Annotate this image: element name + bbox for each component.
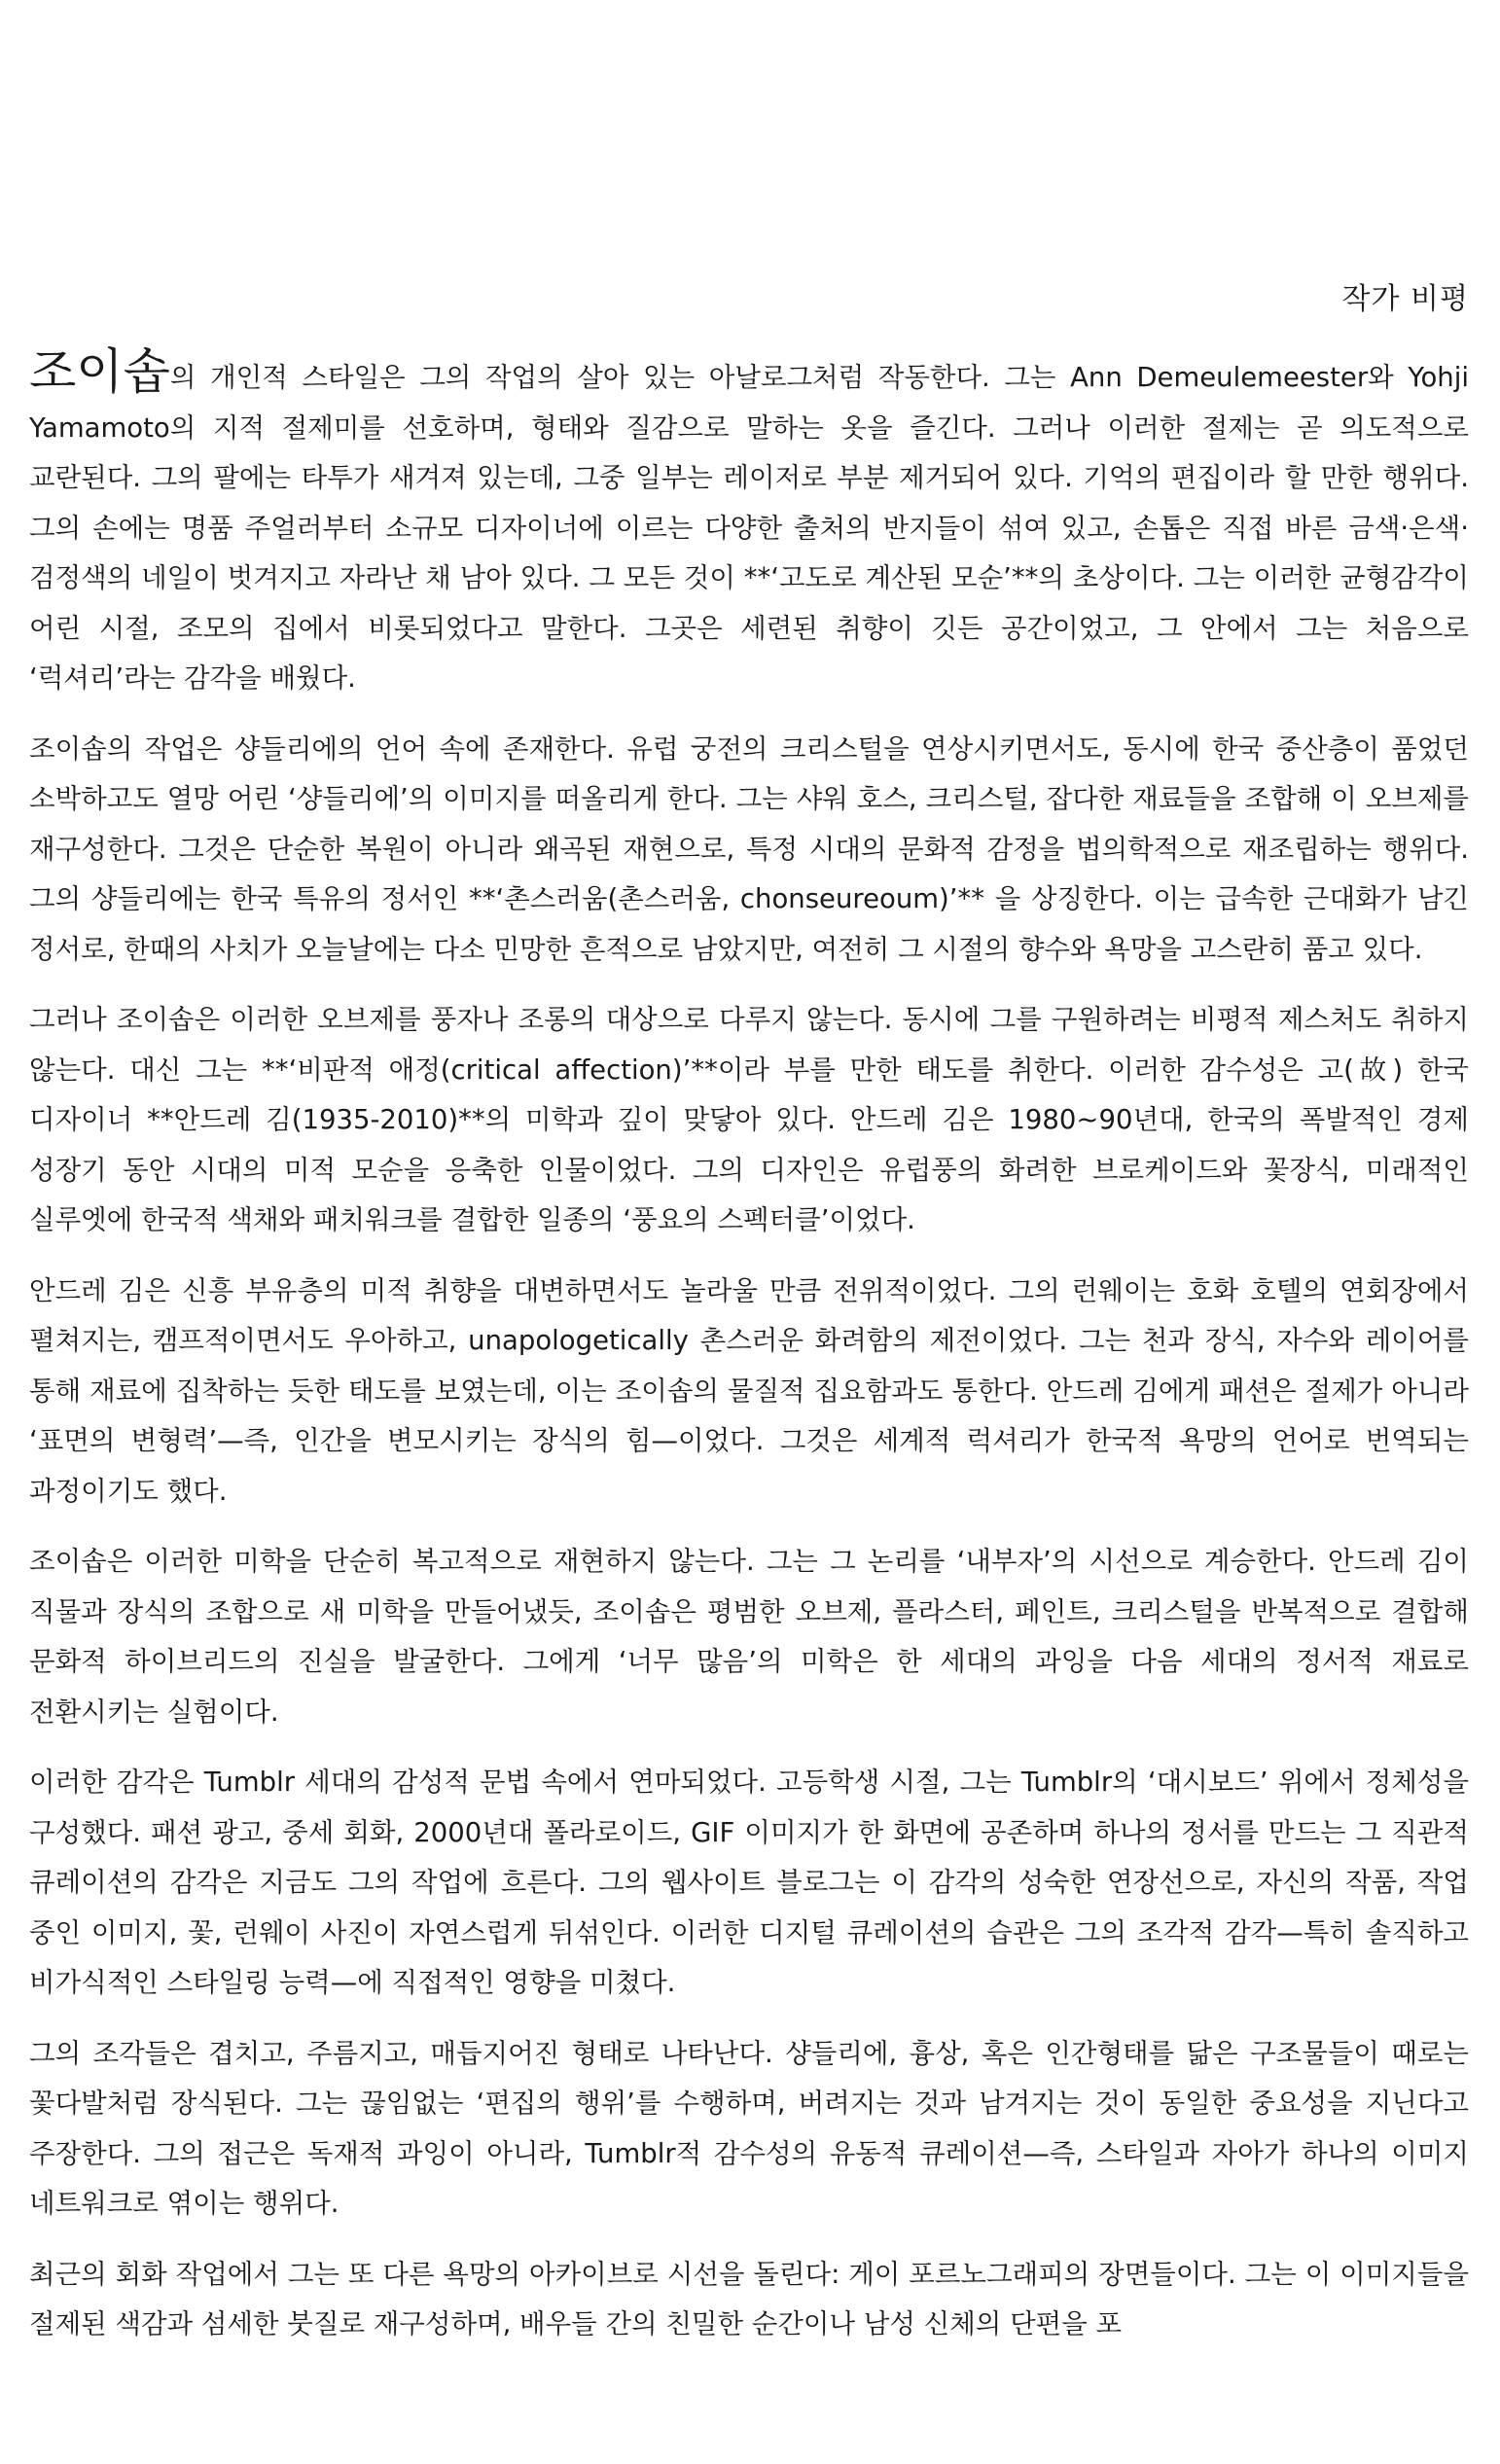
paragraph-1-text: 의 개인적 스타일은 그의 작업의 살아 있는 아날로그처럼 작동한다. 그는 Ann Demeulemeester와 Yohji Yamamoto의 지적 절제미를 선호하며, 형태와 질감으로 말하는 옷을 즐긴다. 그러나 이러한 절제는 곧 의도적으로 교란된다. 그의 팔에는 타투가 새겨져 있는데, 그중 일부는 레이저로 부분 제거되어 있다. 기억의 편집이라 할 만한 행위다. 그의 손에는 명품 주얼러부터 소규모 디자이너에 이르는 다양한 출처의 반지들이 섞여 있고, 손톱은 직접 바른 금색·은색·검정색의 네일이 벗겨지고 자라난 채 남아 있다. 그 모든 것이 **‘고도로 계산된 모순’**의 초상이다. 그는 이러한 균형감각이 어린 시절, 조모의 집에서 비롯되었다고 말한다. 그곳은 세련된 취향이 깃든 공간이었고, 그 안에서 그는 처음으로 ‘럭셔리’라는 감각을 배웠다. xyxy=(29,362,1469,694)
section-title: 작가 비평 xyxy=(1341,282,1469,316)
paragraph-1 xyxy=(29,343,1469,704)
dropcap-word: 조이솝 xyxy=(29,343,170,400)
article-body xyxy=(29,343,1469,2371)
paragraph-8: 최근의 회화 작업에서 그는 또 다른 욕망의 아카이브로 시선을 돌린다: 게이 포르노그래피의 장면들이다. 그는 이 이미지들을 절제된 색감과 섬세한 붓질로 재구성하며, 배우들 간의 친밀한 순간이나 남성 신체의 단편을 포 xyxy=(29,2258,1469,2339)
paragraph-3: 그러나 조이솝은 이러한 오브제를 풍자나 조롱의 대상으로 다루지 않는다. 동시에 그를 구원하려는 비평적 제스처도 취하지 않는다. 대신 그는 **‘비판적 애정(critical affection)’**이라 부를 만한 태도를 취한다. 이러한 감수성은 고(故) 한국 디자이너 **안드레 김(1935-2010)**의 미학과 깊이 맞닿아 있다. 안드레 김은 1980~90년대, 한국의 폭발적인 경제 성장기 동안 시대의 미적 모순을 응축한 인물이었다. 그의 디자인은 유럽풍의 화려한 브로케이드와 꽃장식, 미래적인 실루엣에 한국적 색채와 패치워크를 결합한 일종의 ‘풍요의 스펙터클’이었다. xyxy=(29,1004,1469,1235)
paragraph-2: 조이솝의 작업은 샹들리에의 언어 속에 존재한다. 유럽 궁전의 크리스털을 연상시키면서도, 동시에 한국 중산층이 품었던 소박하고도 열망 어린 ‘샹들리에’의 이미지를 떠올리게 한다. 그는 샤워 호스, 크리스털, 잡다한 재료들을 조합해 이 오브제를 재구성한다. 그것은 단순한 복원이 아니라 왜곡된 재현으로, 특정 시대의 문화적 감정을 법의학적으로 재조립하는 행위다. 그의 샹들리에는 한국 특유의 정서인 **‘촌스러움(촌스러움, chonseureoum)’** 을 상징한다. 이는 급속한 근대화가 남긴 정서로, 한때의 사치가 오늘날에는 다소 민망한 흔적으로 남았지만, 여전히 그 시절의 향수와 욕망을 고스란히 품고 있다. xyxy=(29,732,1469,965)
paragraph-4: 안드레 김은 신흥 부유층의 미적 취향을 대변하면서도 놀라울 만큼 전위적이었다. 그의 런웨이는 호화 호텔의 연회장에서 펼쳐지는, 캠프적이면서도 우아하고, unapologetically 촌스러운 화려함의 제전이었다. 그는 천과 장식, 자수와 레이어를 통해 재료에 집착하는 듯한 태도를 보였는데, 이는 조이솝의 물질적 집요함과도 통한다. 안드레 김에게 패션은 절제가 아니라 ‘표면의 변형력’—즉, 인간을 변모시키는 장식의 힘—이었다. 그것은 세계적 럭셔리가 한국적 욕망의 언어로 번역되는 과정이기도 했다. xyxy=(29,1274,1469,1507)
paragraph-6: 이러한 감각은 Tumblr 세대의 감성적 문법 속에서 연마되었다. 고등학생 시절, 그는 Tumblr의 ‘대시보드’ 위에서 정체성을 구성했다. 패션 광고, 중세 회화, 2000년대 폴라로이드, GIF 이미지가 한 화면에 공존하며 하나의 정서를 만드는 그 직관적 큐레이션의 감각은 지금도 그의 작업에 흐른다. 그의 웹사이트 블로그는 이 감각의 성숙한 연장선으로, 자신의 작품, 작업 중인 이미지, 꽃, 런웨이 사진이 자연스럽게 뒤섞인다. 이러한 디지털 큐레이션의 습관은 그의 조각적 감각—특히 솔직하고 비가식적인 스타일링 능력—에 직접적인 영향을 미쳤다. xyxy=(29,1767,1469,1998)
paragraph-7: 그의 조각들은 겹치고, 주름지고, 매듭지어진 형태로 나타난다. 샹들리에, 흉상, 혹은 인간형태를 닮은 구조물들이 때로는 꽃다발처럼 장식된다. 그는 끊임없는 ‘편집의 행위’를 수행하며, 버려지는 것과 남겨지는 것이 동일한 중요성을 지닌다고 주장한다. 그의 접근은 독재적 과잉이 아니라, Tumblr적 감수성의 유동적 큐레이션—즉, 스타일과 자아가 하나의 이미지 네트워크로 엮이는 행위다. xyxy=(29,2037,1469,2219)
document-page xyxy=(29,0,1469,2464)
paragraph-5: 조이솝은 이러한 미학을 단순히 복고적으로 재현하지 않는다. 그는 그 논리를 ‘내부자’의 시선으로 계승한다. 안드레 김이 직물과 장식의 조합으로 새 미학을 만들어냈듯, 조이솝은 평범한 오브제, 플라스터, 페인트, 크리스털을 반복적으로 결합해 문화적 하이브리드의 진실을 발굴한다. 그에게 ‘너무 많음’의 미학은 한 세대의 과잉을 다음 세대의 정서적 재료로 전환시키는 실험이다. xyxy=(29,1546,1469,1728)
